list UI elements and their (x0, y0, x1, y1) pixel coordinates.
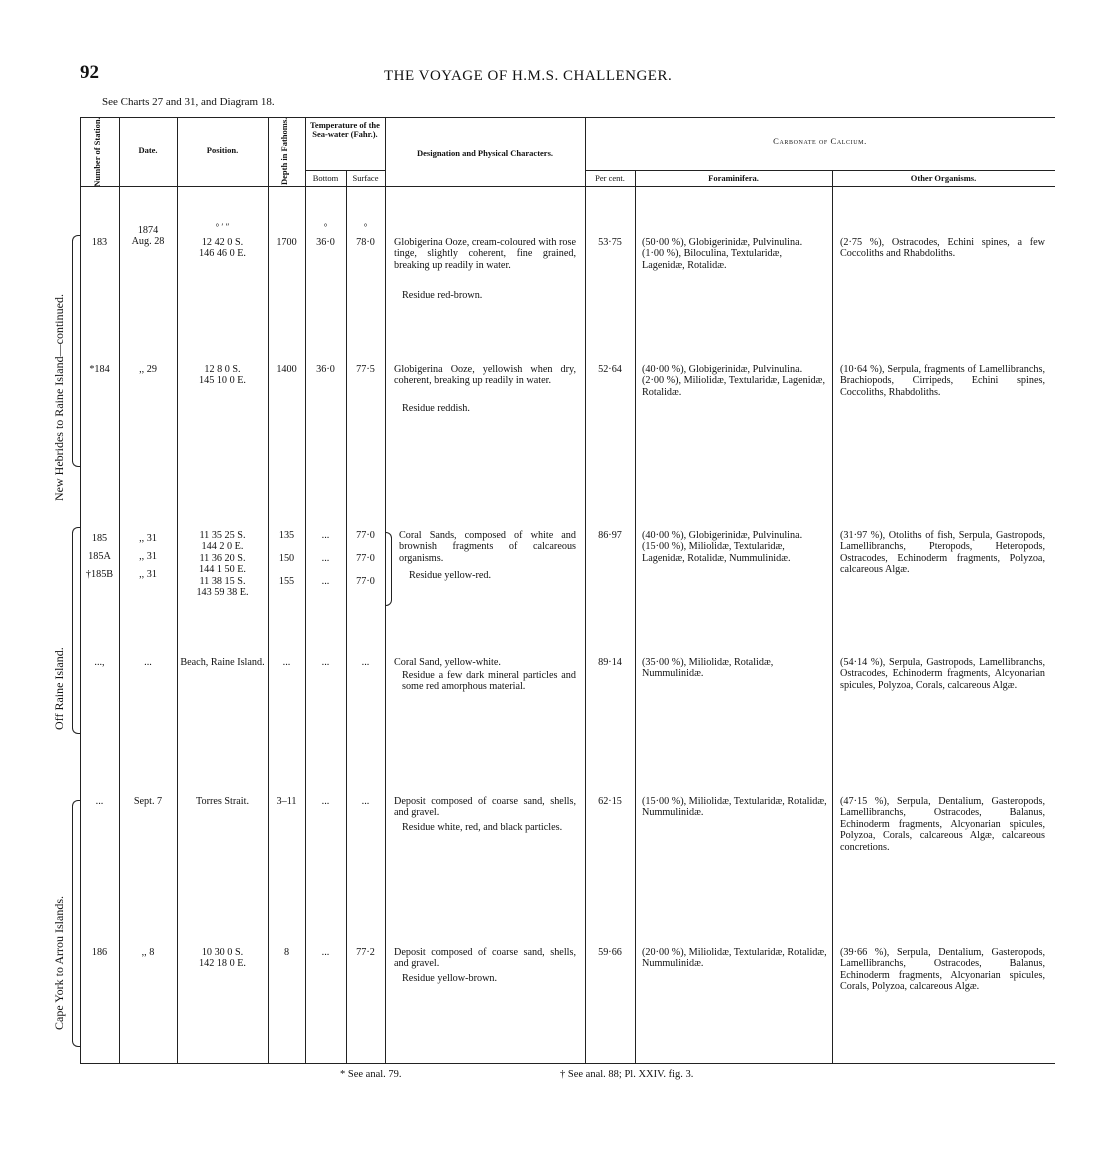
station-number: ... (95, 796, 104, 807)
group-label-cape-york: Cape York to Arrou Islands. (52, 896, 66, 1030)
station-number: 185 185A †185B (85, 533, 114, 580)
foraminifera: (40·00 %), Globigerinidæ, Pulvinulina. (15·00 %), Miliolidæ, Textularidæ, Lagenidæ, Rotalidæ, Nummulinidæ. (642, 530, 803, 564)
chart-reference: See Charts 27 and 31, and Diagram 18. (102, 96, 275, 108)
date: ,, 29 (139, 364, 157, 375)
designation: Deposit composed of coarse sand, shells, and gravel. (394, 947, 576, 970)
per-cent: 59·66 (598, 947, 622, 958)
foraminifera: (50·00 %), Globigerinidæ, Pulvinulina. (1·00 %), Biloculina, Textularidæ, Lagenidæ, Rotalidæ. (642, 237, 803, 271)
group-brace (72, 235, 80, 467)
position: 12 8 0 S. 145 10 0 E. (199, 364, 246, 387)
header-other-organisms: Other Organisms. (910, 173, 977, 183)
other-organisms: (54·14 %), Serpula, Gastropods, Lamellibranchs, Ostracodes, Echinoderm fragments, Alcyonarian spicules, Polyzoa, Corals, calcareous Algæ. (840, 657, 1045, 691)
group-label-off-raine: Off Raine Island. (52, 647, 66, 730)
header-depth: Depth in Fathoms. (279, 117, 289, 185)
temp-surface: ... (361, 796, 370, 807)
header-per-cent: Per cent. (595, 173, 625, 183)
col-rule (119, 117, 120, 1063)
residue: Residue red-brown. (402, 290, 483, 301)
foraminifera: (35·00 %), Miliolidæ, Rotalidæ, Nummulinidæ. (642, 657, 774, 680)
temp-surface: 77·2 (356, 947, 375, 958)
header-foraminifera: Foraminifera. (708, 173, 759, 183)
temp-surface: 77·5 (356, 364, 375, 375)
foraminifera: (20·00 %), Miliolidæ, Textularidæ, Rotalidæ, Nummulinidæ. (642, 947, 827, 970)
station-number: 186 (91, 947, 108, 958)
temp-surface: 77·0 77·0 77·0 (356, 530, 375, 587)
col-rule (268, 117, 269, 1063)
temp-unit: ° (323, 222, 328, 232)
header-temperature: Temperature of the Sea-water (Fahr.). (310, 120, 380, 139)
col-rule (346, 170, 347, 1063)
residue: Residue a few dark mineral particles and some red amorphous material. (402, 670, 576, 693)
other-organisms: (10·64 %), Serpula, fragments of Lamellibranchs, Brachiopods, Cirripeds, Echini spines, Coccoliths, Rhabdoliths. (840, 364, 1045, 398)
col-rule (832, 170, 833, 1063)
other-organisms: (31·97 %), Otoliths of fish, Serpula, Gastropods, Lamellibranchs, Pteropods, Heteropods, Ostracodes, Echinoderm fragments, Polyzoa, calcareous Algæ. (840, 530, 1045, 576)
per-cent: 86·97 (598, 530, 622, 541)
col-rule (305, 117, 306, 1063)
temp-bottom: ... ... ... (321, 530, 330, 587)
designation: Coral Sands, composed of white and brownish fragments of calcareous organisms. (399, 530, 576, 564)
position: 10 30 0 S. 142 18 0 E. (199, 947, 246, 970)
designation: Globigerina Ooze, cream-coloured with rose tinge, slightly coherent, fine grained, breaking up readily in water. (394, 237, 576, 271)
group-label-new-hebrides: New Hebrides to Raine Island—continued. (52, 294, 66, 501)
header-position: Position. (206, 145, 239, 155)
date: ,, 8 (141, 947, 155, 958)
other-organisms: (2·75 %), Ostracodes, Echini spines, a few Coccoliths and Rhabdoliths. (840, 237, 1045, 260)
running-title: THE VOYAGE OF H.M.S. CHALLENGER. (384, 68, 673, 84)
temp-surface: 78·0 (356, 237, 375, 248)
rows-brace (386, 532, 392, 606)
date: ,, 31 ,, 31 ,, 31 (139, 533, 157, 580)
station-number: *184 (89, 364, 110, 375)
designation: Globigerina Ooze, yellowish when dry, coherent, breaking up readily in water. (394, 364, 576, 387)
depth: 1700 (276, 237, 297, 248)
per-cent: 89·14 (598, 657, 622, 668)
depth: 8 (283, 947, 290, 958)
header-surface: Surface (352, 173, 379, 183)
position-units: ° ′ ″ (215, 222, 230, 232)
temp-bottom: ... (321, 657, 330, 668)
depth: 135 150 155 (278, 530, 295, 587)
station-number: ..., (94, 657, 105, 668)
position: Torres Strait. (195, 796, 250, 807)
group-brace (72, 800, 80, 1047)
temp-bottom: 36·0 (316, 237, 335, 248)
position: 12 42 0 S. 146 46 0 E. (199, 237, 246, 260)
designation: Coral Sand, yellow-white. (394, 657, 501, 668)
foraminifera: (15·00 %), Miliolidæ, Textularidæ, Rotalidæ, Nummulinidæ. (642, 796, 827, 819)
date: ... (144, 657, 152, 668)
header-station: Number of Station. (92, 117, 102, 187)
group-brace (72, 527, 80, 734)
foraminifera: (40·00 %), Globigerinidæ, Pulvinulina. (2·00 %), Miliolidæ, Textularidæ, Lagenidæ, Rotalidæ. (642, 364, 826, 398)
header-bottom: Bottom (312, 173, 339, 183)
footnote-star: * See anal. 79. (340, 1069, 402, 1080)
temp-bottom: ... (321, 796, 330, 807)
per-cent: 62·15 (598, 796, 622, 807)
page-number: 92 (80, 62, 99, 83)
col-rule (635, 170, 636, 1063)
header-bottom-rule (80, 186, 1055, 187)
header-carbonate: Carbonate of Calcium. (773, 136, 867, 146)
station-number: 183 (91, 237, 108, 248)
temp-surface: ... (361, 657, 370, 668)
depth: 1400 (276, 364, 297, 375)
residue: Residue yellow-brown. (402, 973, 498, 984)
per-cent: 52·64 (598, 364, 622, 375)
date: Sept. 7 (133, 796, 163, 807)
footnote-dagger: † See anal. 88; Pl. XXIV. fig. 3. (560, 1069, 694, 1080)
residue: Residue white, red, and black particles. (402, 822, 563, 833)
table-bottom-rule (80, 1063, 1055, 1064)
temp-bottom: ... (321, 947, 330, 958)
residue: Residue yellow-red. (409, 570, 492, 581)
other-organisms: (47·15 %), Serpula, Dentalium, Gasteropods, Lamellibranchs, Ostracodes, Balanus, Echinoderm fragments, Alcyonarian spicules, Polyzoa, Corals, calcareous Algæ, calcareous concretions. (840, 796, 1045, 853)
per-cent: 53·75 (598, 237, 622, 248)
col-rule (585, 117, 586, 1063)
designation: Deposit composed of coarse sand, shells, and gravel. (394, 796, 576, 819)
temp-unit: ° (363, 222, 368, 232)
table-top-rule (80, 117, 1055, 118)
position: Beach, Raine Island. (180, 657, 265, 668)
header-date: Date. (138, 145, 158, 155)
header-designation: Designation and Physical Characters. (417, 148, 553, 158)
temp-bottom: 36·0 (316, 364, 335, 375)
temp-subrule (305, 170, 385, 171)
depth: ... (282, 657, 291, 668)
date: 1874 Aug. 28 (131, 225, 165, 248)
depth: 3–11 (276, 796, 297, 807)
residue: Residue reddish. (402, 403, 470, 414)
other-organisms: (39·66 %), Serpula, Dentalium, Gasteropods, Lamellibranchs, Ostracodes, Balanus, Echinoderm fragments, Alcyonarian spicules, Corals, Polyzoa, calcareous Algæ. (840, 947, 1045, 993)
position: 11 35 25 S. 144 2 0 E. 11 36 20 S. 144 1 50 E. 11 38 15 S. 143 59 38 E. (196, 530, 249, 599)
col-rule (80, 117, 81, 1063)
header-rule-mid (585, 170, 1055, 171)
